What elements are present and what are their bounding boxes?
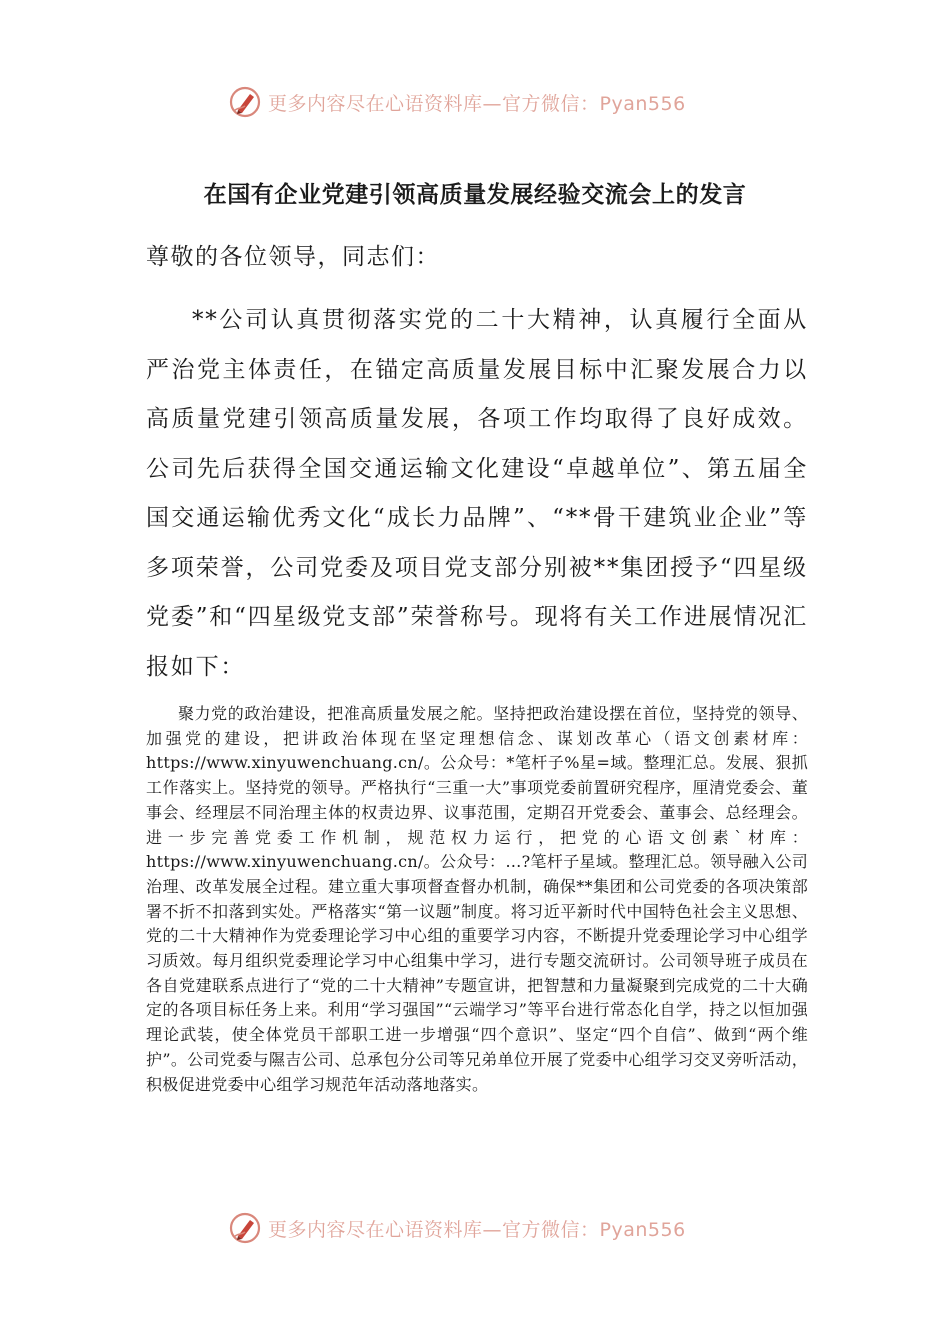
intro-paragraph: **公司认真贯彻落实党的二十大精神，认真履行全面从严治党主体责任，在锚定高质量发展目标中汇聚发展合力以高质量党建引领高质量发展，各项工作均取得了良好成效。公司先后获得全国交通运输文化建设“卓越单位”、第五届全国交通运输优秀文化“成长力品牌”、“**骨干建筑业企业”等多项荣誉，公司党委及项目党支部分别被**集团授予“四星级党委”和“四星级党支部”荣誉称号。现将有关工作进展情况汇报如下： (146, 307, 808, 680)
header-banner (228, 82, 748, 122)
document-title: 在国有企业党建引领高质量发展经验交流会上的发言 (203, 181, 747, 208)
footer-banner (228, 1208, 748, 1248)
pen-logo-icon (228, 1211, 262, 1245)
salutation: 尊敬的各位领导，同志们： (146, 244, 440, 270)
pen-logo-icon (228, 85, 262, 119)
banner-text: 更多内容尽在心语资料库—官方微信：Pyan556 (268, 1218, 686, 1241)
body-paragraph: 聚力党的政治建设，把准高质量发展之舵。坚持把政治建设摆在首位，坚持党的领导、加强党的建设，把讲政治体现在坚定理想信念、谋划改革心（语文创素材库：https://www.xinyuwenchuang.cn/。公众号：*笔杆子%星=域。整理汇总。发展、狠抓工作落实上。坚持党的领导。严格执行“三重一大”事项党委前置研究程序，厘清党委会、董事会、经理层不同治理主体的权责边界、议事范围，定期召开党委会、董事会、总经理会。进一步完善党委工作机制，规范权力运行，把党的心语文创素`材库：https://www.xinyuwenchuang.cn/。公众号：…?笔杆子星域。整理汇总。领导融入公司治理、改革发展全过程。建立重大事项督查督办机制，确保**集团和公司党委的各项决策部署不折不扣落到实处。严格落实“第一议题”制度。将习近平新时代中国特色社会主义思想、党的二十大精神作为党委理论学习中心组的重要学习内容，不断提升党委理论学习中心组学习质效。每月组织党委理论学习中心组集中学习，进行专题交流研讨。公司领导班子成员在各自党建联系点进行了“党的二十大精神”专题宣讲，把智慧和力量凝聚到完成党的二十大确定的各项目标任务上来。利用“学习强国”“云端学习”等平台进行常态化自学，持之以恒加强理论武装，使全体党员干部职工进一步增强“四个意识”、坚定“四个自信”、做到“两个维护”。公司党委与隰吉公司、总承包分公司等兄弟单位开展了党委中心组学习交叉旁听活动，积极促进党委中心组学习规范年活动落地落实。 (146, 704, 808, 1094)
banner-text: 更多内容尽在心语资料库—官方微信：Pyan556 (268, 92, 686, 115)
